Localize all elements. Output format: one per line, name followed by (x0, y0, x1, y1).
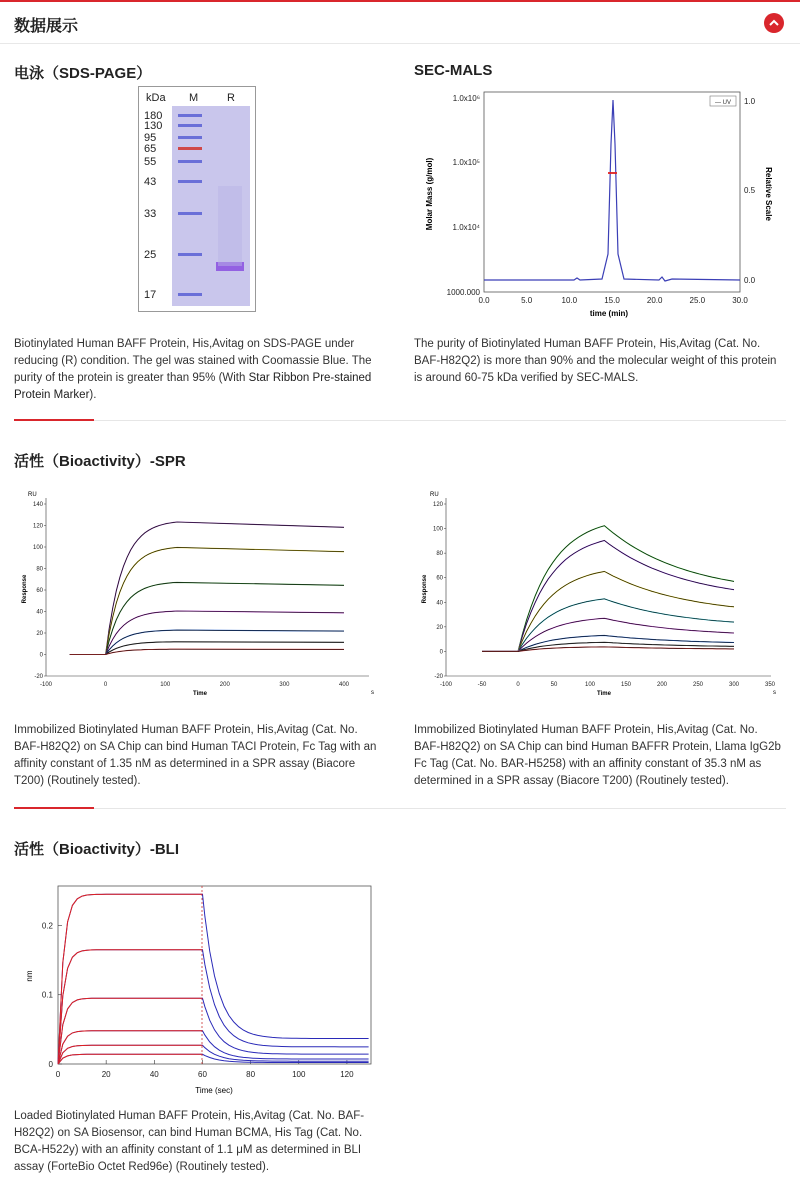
spr-right-x-tick: 100 (584, 682, 596, 688)
spr-left-x-tick: 0 (103, 682, 108, 688)
spr-right-y-tick: 100 (432, 526, 443, 533)
spr-right-x-tick: 350 (764, 682, 776, 688)
bli-chart (14, 878, 386, 1098)
mals-x-tick: 30.0 (732, 296, 748, 305)
mals-ylabel-right: Relative Scale (764, 167, 773, 221)
spr-right-xunit: s (773, 690, 776, 696)
mals-x-tick: 25.0 (689, 296, 706, 305)
spr-right-xlabel: Time (597, 691, 611, 697)
mals-y-tick: 1.0x10⁵ (452, 158, 480, 167)
collapse-button[interactable] (764, 13, 784, 33)
sec-mals-chart (414, 84, 784, 324)
spr-chart-left (14, 484, 384, 700)
spr-right-fit (482, 526, 734, 652)
mals-x-tick: 5.0 (521, 296, 533, 305)
bli-x-tick: 80 (246, 1070, 256, 1079)
chevron-up-icon (768, 17, 780, 29)
spr-right-y-tick: 60 (436, 575, 443, 582)
mals-y-tick: 1.0x10⁶ (452, 94, 480, 103)
spr-left-y-tick: 100 (32, 545, 43, 551)
spr-right-y-tick: 20 (436, 624, 443, 631)
spr-right-series (482, 541, 734, 652)
spr-left-x-tick: 300 (279, 682, 290, 688)
sds-gel-image (138, 86, 256, 312)
marker-label: 95 (144, 132, 157, 144)
spr-right-series (482, 571, 734, 651)
marker-band (178, 253, 202, 256)
mals-ylabel: Molar Mass (g/mol) (425, 157, 434, 231)
spr-right-x-tick: -50 (477, 682, 487, 688)
divider (14, 420, 786, 421)
mals-y-tick: 1000.000 (446, 288, 480, 297)
spr-left-y-tick: 20 (36, 631, 43, 637)
sds-caption (14, 336, 374, 404)
gel-lane-r: R (227, 92, 235, 104)
spr-right-y-tick: 0 (439, 649, 443, 656)
spr-left-xlabel: Time (193, 691, 207, 697)
marker-band (178, 160, 202, 163)
marker-label: 43 (144, 176, 157, 188)
spr-right-series (482, 526, 734, 652)
spr-right-caption: Immobilized Biotinylated Human BAFF Protein, His,Avitag (Cat. No. BAF-H82Q2) on SA Chip can bind Human BAFFR Protein, Llama IgG2b Fc Tag (Cat. No. BAR-H5258) with an affinity constant of 35.3 nM as determined in a SPR assay (Biacore T200) (Routinely tested). (414, 724, 781, 787)
bli-ylabel: nm (25, 970, 34, 982)
spr-right-x-tick: -100 (439, 682, 453, 688)
marker-band (178, 114, 202, 117)
mals-xlabel: time (min) (589, 309, 629, 318)
bli-caption: Loaded Biotinylated Human BAFF Protein, His,Avitag (Cat. No. BAF-H82Q2) on SA Biosensor, can bind Human BCMA, His Tag (Cat. No. BCA-H522y) with an affinity constant of 1.1 μM as determined in BLI assay (ForteBio Octet Red96e) (Routinely tested). (14, 1110, 365, 1173)
mals-y-right-tick: 1.0 (744, 97, 756, 106)
bli-x-tick: 0 (55, 1070, 61, 1079)
spr-right-y-tick: 120 (432, 502, 443, 508)
mals-x-tick: 0.0 (478, 296, 490, 305)
spr-left-y-tick: 120 (32, 523, 43, 530)
mals-y-tick: 1.0x10⁴ (452, 223, 480, 232)
spr-left-y-tick: 80 (36, 566, 43, 573)
page-title: 数据展示 (14, 18, 79, 35)
spr-right-fit (482, 541, 734, 652)
marker-label: 17 (144, 289, 157, 301)
mals-x-tick: 10.0 (561, 296, 578, 305)
spr-left-xunit: s (371, 690, 374, 696)
marker-band (178, 147, 202, 150)
spr-title: 活性（Bioactivity）-SPR (14, 453, 186, 470)
spr-right-ylabel: Response (422, 574, 428, 604)
mals-y-right-tick: 0.5 (744, 186, 756, 195)
bli-x-tick: 20 (101, 1070, 111, 1079)
spr-right-fit (482, 571, 734, 651)
spr-left-x-tick: 100 (160, 682, 171, 688)
mals-x-tick: 15.0 (604, 296, 620, 305)
section-header (0, 0, 800, 44)
spr-right-y-tick: 80 (436, 551, 443, 558)
divider (14, 808, 786, 809)
spr-left-y-tick: 140 (32, 502, 43, 508)
bli-xlabel: Time (sec) (195, 1086, 233, 1095)
marker-label: 180 (144, 110, 163, 122)
bli-y-tick: 0.1 (41, 990, 53, 1000)
gel-lane-m: M (189, 92, 199, 104)
mals-y-right-tick: 0.0 (744, 276, 756, 285)
marker-band (178, 124, 202, 127)
marker-band (178, 293, 202, 296)
bli-y-tick: 0 (48, 1060, 53, 1069)
spr-left-x-tick: 200 (219, 682, 230, 688)
sec-mals-title: SEC-MALS (414, 62, 493, 79)
spr-right-x-tick: 200 (656, 682, 668, 688)
mals-legend: — UV (714, 100, 732, 106)
sds-caption-text: Biotinylated Human BAFF Protein, His,Avitag on SDS-PAGE under reducing (R) condition. The gel was stained with Coomassie Blue. The purity of the protein is greater than 95% (With (14, 338, 372, 384)
gel-kda-label: kDa (146, 92, 166, 104)
marker-label: 65 (144, 143, 157, 155)
bli-x-tick: 40 (149, 1070, 159, 1079)
marker-band (178, 212, 202, 215)
bli-x-tick: 120 (340, 1070, 354, 1079)
marker-label: 25 (144, 249, 157, 261)
spr-left-unit: RU (28, 492, 37, 498)
spr-right-x-tick: 250 (692, 682, 704, 688)
bli-title: 活性（Bioactivity）-BLI (14, 841, 180, 858)
spr-right-x-tick: 50 (550, 682, 558, 688)
marker-label: 55 (144, 156, 157, 168)
spr-left-series (70, 649, 344, 654)
spr-left-series (70, 547, 344, 654)
bli-y-tick: 0.2 (41, 921, 53, 931)
spr-left-caption: Immobilized Biotinylated Human BAFF Protein, His,Avitag (Cat. No. BAF-H82Q2) on SA Chip can bind Human TACI Protein, Fc Tag with an affinity constant of 1.35 nM as determined in a SPR assay (Biacore T200) (Routinely tested). (14, 724, 377, 787)
spr-left-y-tick: 60 (36, 588, 43, 594)
spr-left-x-tick: -100 (39, 682, 53, 688)
marker-label: 33 (144, 208, 157, 220)
mals-caption: The purity of Biotinylated Human BAFF Protein, His,Avitag (Cat. No. BAF-H82Q2) is more than 90% and the molecular weight of this protein is around 60-75 kDa verified by SEC-MALS. (414, 338, 777, 384)
spr-left-fit (70, 649, 344, 654)
marker-link[interactable]: Star Ribbon Pre-stained Protein Marker (14, 372, 372, 401)
spr-left-fit (70, 547, 344, 654)
spr-right-x-tick: 300 (728, 682, 740, 688)
marker-band (178, 136, 202, 139)
spr-right-y-tick: 40 (436, 600, 443, 607)
spr-right-unit: RU (430, 492, 439, 498)
spr-left-x-tick: 400 (338, 682, 350, 688)
sds-caption-end: ). (89, 389, 97, 401)
spr-chart-right (414, 484, 784, 700)
spr-left-y-tick: 0 (39, 652, 43, 659)
spr-right-x-tick: 0 (516, 682, 520, 688)
spr-left-y-tick: -20 (34, 674, 43, 680)
spr-left-y-tick: 40 (36, 609, 43, 616)
spr-right-x-tick: 150 (620, 682, 632, 688)
bli-x-tick: 60 (198, 1070, 207, 1079)
marker-band (178, 180, 202, 183)
sds-page-title: 电泳（SDS-PAGE） (14, 65, 152, 82)
spr-right-y-tick: -20 (434, 674, 443, 680)
marker-label: 130 (144, 120, 163, 132)
spr-left-ylabel: Response (22, 574, 28, 604)
bli-x-tick: 100 (292, 1070, 306, 1079)
mals-x-tick: 20.0 (646, 296, 663, 305)
